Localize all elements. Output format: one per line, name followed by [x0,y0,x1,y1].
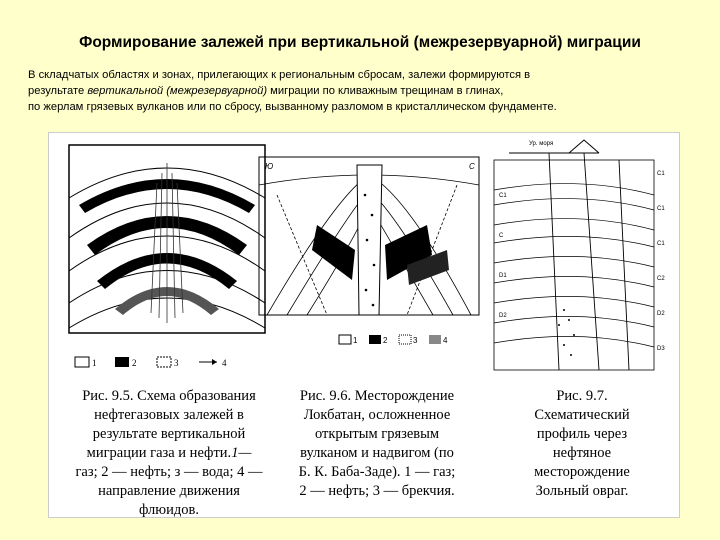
figure-9-7-caption [507,387,657,501]
figure-9-7-drawing [489,135,675,385]
fig2-caption-line-1: Рис. 9.6. Месторождение [299,388,455,404]
fig2-caption-line-6: 2 — нефть; 3 — брекчия. [299,483,455,499]
figure-9-6-legend [339,335,448,345]
fig3-caption-line-4: нефтяное [552,445,612,461]
figure-9-6-drawing [257,155,487,355]
intro-line-2-post: миграции по кливажным трещинам в глинах, [267,85,504,97]
fig3-caption-line-1: Рис. 9.7. [556,388,608,404]
intro-text [28,67,708,115]
fig3-label-right-6: D3 [657,346,665,352]
fig2-legend-4: 4 [443,336,448,345]
fig2-label-left: Ю [265,162,274,171]
intro-line-2-emphasis: вертикальной (межрезервуарной) [87,85,268,97]
fig3-caption-line-2: Схематический [534,407,630,423]
slide-title: Формирование залежей при вертикальной (межрезервуарной) миграции [79,34,641,51]
fig1-legend-3: 3 [174,358,179,368]
fig1-caption-line-4 [69,444,269,463]
figure-9-5-legend [75,357,227,368]
fig1-caption-line-6: направление движения [98,483,240,499]
fig2-caption-line-3: открытым грязевым [314,426,440,442]
fig3-label-left-1: С1 [499,193,507,199]
fig2-label-right: С [469,162,475,171]
fig2-caption-line-5: Б. К. Баба-Заде). 1 — газ; [298,464,456,480]
fig3-label-right-5: D2 [657,311,665,317]
fig3-label-right-1: С1 [657,171,665,177]
figure-9-5-drawing [67,143,277,383]
fig3-label-right-2: С1 [657,206,665,212]
fig1-caption-line-2: нефтегазовых залежей в [94,407,244,423]
fig2-caption-line-4: вулканом и надвигом (по [300,445,454,461]
intro-line-2 [28,83,708,99]
fig1-legend-1: 1 [92,358,97,368]
fig3-label-top: Ур. моря [529,141,554,147]
fig2-legend-2: 2 [383,336,388,345]
fig2-legend-3: 3 [413,336,418,345]
fig1-legend-4: 4 [222,358,227,368]
figure-9-5-caption [69,387,269,520]
fig1-caption-line-4-em: 1— [231,445,252,461]
fig1-caption-line-1: Рис. 9.5. Схема образования [82,388,256,404]
fig1-legend-2: 2 [132,358,137,368]
fig3-caption-line-6: Зольный овраг. [535,483,629,499]
fig3-label-left-3: D1 [499,273,507,279]
fig3-label-left-2: С [499,233,504,239]
fig1-caption-line-3: результате вертикальной [92,426,246,442]
fig2-caption-line-2: Локбатан, осложненное [303,407,451,423]
fig2-legend-1: 1 [353,336,358,345]
fig1-caption-line-4-pre: миграции газа и нефти. [86,445,232,461]
fig3-label-left-4: D2 [499,313,507,319]
intro-line-3: по жерлам грязевых вулканов или по сбросу, вызванному разломом в кристаллическом фундаменте. [28,101,557,113]
intro-line-1: В складчатых областях и зонах, прилегающих к региональным сбросам, залежи формируются в [28,69,531,81]
fig1-caption-line-7: флюидов. [139,502,199,518]
fig3-caption-line-3: профиль через [536,426,628,442]
fig1-caption-line-5: газ; 2 — нефть; з — вода; 4 — [75,464,263,480]
figure-9-6-caption [279,387,475,501]
figures-panel [48,132,680,518]
intro-line-2-pre: результате [28,85,88,97]
fig3-caption-line-5: месторождение [534,464,630,480]
fig3-label-right-4: С2 [657,276,665,282]
fig3-label-right-3: С1 [657,241,665,247]
